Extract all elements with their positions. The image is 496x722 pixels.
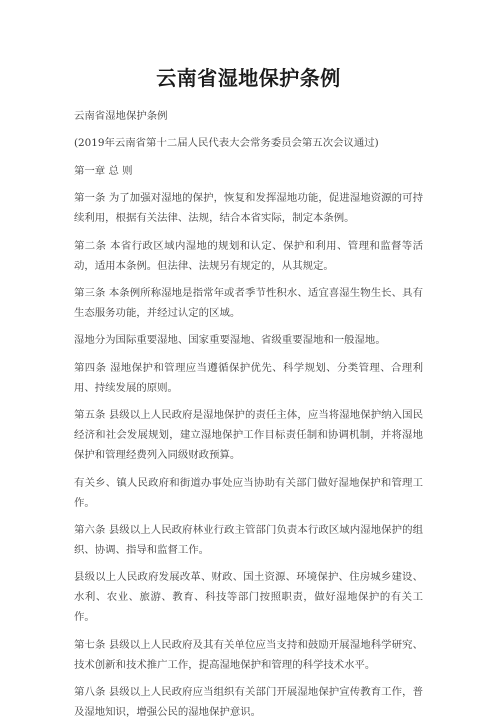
article-6-clause-2: 县级以上人民政府发展改革、财政、国土资源、环境保护、住房城乡建设、水利、农业、旅游、教育、科技等部门按照职责，做好湿地保护的有关工作。 [74,571,423,624]
document-body [74,106,423,722]
article-3: 第三条 本条例所称湿地是指常年或者季节性积水、适宜喜湿生物生长、具有生态服务功能，并经过认定的区域。 [74,286,423,319]
article-2: 第二条 本省行政区域内湿地的规划和认定、保护和利用、管理和监督等活动，适用本条例。但法律、法规另有规定的，从其规定。 [74,239,423,272]
document-title: 云南省湿地保护条例 [156,66,341,90]
article-7: 第七条 县级以上人民政府及其有关单位应当支持和鼓励开展湿地科学研究、技术创新和技术推广工作，提高湿地保护和管理的科学技术水平。 [74,638,423,671]
article-1: 第一条 为了加强对湿地的保护，恢复和发挥湿地功能，促进湿地资源的可持续利用，根据有关法律、法规，结合本省实际，制定本条例。 [74,192,423,225]
chapter-heading: 第一章 总 则 [74,164,133,177]
paragraph-adoption-note: (2019年云南省第十二届人民代表大会常务委员会第五次会议通过) [74,137,379,150]
article-4: 第四条 湿地保护和管理应当遵循保护优先、科学规划、分类管理、合理利用、持续发展的原则。 [74,361,423,394]
paragraph-law-name: 云南省湿地保护条例 [74,110,168,122]
article-5-clause-2: 有关乡、镇人民政府和街道办事处应当协助有关部门做好湿地保护和管理工作。 [74,476,423,509]
article-3-clause-2: 湿地分为国际重要湿地、国家重要湿地、省级重要湿地和一般湿地。 [74,334,386,347]
article-8: 第八条 县级以上人民政府应当组织有关部门开展湿地保护宣传教育工作，普及湿地知识，增强公民的湿地保护意识。 [74,686,423,719]
article-5: 第五条 县级以上人民政府是湿地保护的责任主体，应当将湿地保护纳入国民经济和社会发展规划，建立湿地保护工作目标责任制和协调机制，并将湿地保护和管理经费列入同级财政预算。 [74,409,423,462]
article-6: 第六条 县级以上人民政府林业行政主管部门负责本行政区域内湿地保护的组织、协调、指导和监督工作。 [74,523,423,556]
